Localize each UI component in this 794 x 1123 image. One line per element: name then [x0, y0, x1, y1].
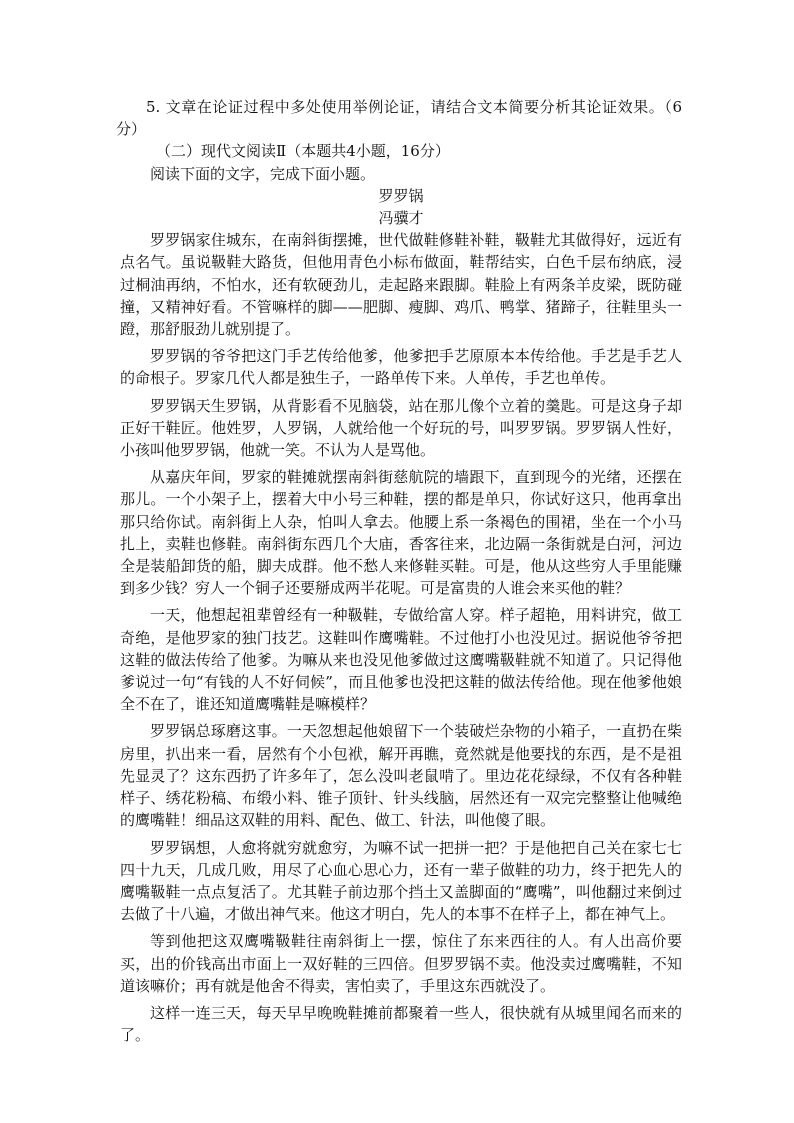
story-paragraph: 从嘉庆年间，罗家的鞋摊就摆南斜街慈航院的墙跟下，直到现今的光绪，还摆在那儿。一个小架子上，摆着大中小号三种鞋，摆的都是单只，你试好这只，他再拿出那只给你试。南斜街上人杂，怕叫人拿去。他腰上系一条褐色的围裙，坐在一个小马扎上，卖鞋也修鞋。南斜街东西几个大庙，香客往来，北边隔一条街就是白河，河边全是装船卸货的船，脚夫成群。他不愁人来修鞋买鞋。可是，他从这些穷人手里能赚到多少钱？穷人一个铜子还要掰成两半花呢。可是富贵的人谁会来买他的鞋？: [120, 468, 682, 598]
story-paragraph: 这样一连三天，每天早早晚晚鞋摊前都聚着一些人，很快就有从城里闻名而来的了。: [120, 1003, 682, 1045]
question-5: 5. 文章在论证过程中多处使用举例论证，请结合文本简要分析其论证效果。（6分）: [116, 98, 682, 139]
story-paragraph: 罗罗锅总琢磨这事。一天忽想起他娘留下一个装破烂杂物的小箱子，一直扔在柴房里，扒出来一看，居然有个小包袱，解开再瞧，竟然就是他要找的东西，是不是祖先显灵了？这东西扔了许多年了，怎么没叫老鼠啃了。里边花花绿绿，不仅有各种鞋样子、绣花粉稿、布缎小料、锥子顶针、针头线脑，居然还有一双完完整整让他喊绝的鹰嘴鞋！细品这双鞋的用料、配色、做工、针法，叫他傻了眼。: [120, 722, 682, 830]
story-paragraph: 罗罗锅的爷爷把这门手艺传给他爹，他爹把手艺原原本本传给他。手艺是手艺人的命根子。罗家几代人都是独生子，一路单传下来。人单传，手艺也单传。: [120, 347, 682, 388]
story-paragraph: 等到他把这双鹰嘴靸鞋往南斜街上一摆，惊住了东来西往的人。有人出高价要买，出的价钱高出市面上一双好鞋的三四倍。但罗罗锅不卖。他没卖过鹰嘴鞋，不知道该嘛价；再有就是他舍不得卖，害怕卖了，手里这东西就没了。: [120, 932, 682, 995]
story-paragraph: 罗罗锅想，人愈将就穷就愈穷，为嘛不试一把拼一把？于是他把自己关在家七七四十九天，几成几败，用尽了心血心思心力，还有一辈子做鞋的功力，终于把先人的鹰嘴靸鞋一点点复活了。尤其鞋子前边那个挡土又盖脚面的“鹰嘴”，叫他翻过来倒过去做了十八遍，才做出神气来。他这才明白，先人的本事不在样子上，都在神气上。: [120, 838, 682, 924]
story-paragraph: 一天，他想起祖辈曾经有一种靸鞋，专做给富人穿。样子超艳，用料讲究，做工奇绝，是他罗家的独门技艺。这鞋叫作鹰嘴鞋。不过他打小也没见过。据说他爷爷把这鞋的做法传给了他爹。为嘛从来也没见他爹做过这鹰嘴靸鞋就不知道了。只记得他爹说过一句“有钱的人不好伺候”，而且他爹也没把这鞋的做法传给他。现在他爹他娘全不在了，谁还知道鹰嘴鞋是嘛模样？: [120, 606, 682, 714]
story-title: 罗罗锅: [378, 186, 424, 205]
story-author: 冯骥才: [378, 209, 424, 228]
story-paragraph: 罗罗锅家住城东，在南斜街摆摊，世代做鞋修鞋补鞋，靸鞋尤其做得好，远近有点名气。虽说靸鞋大路货，但他用青色小标布做面，鞋帮结实，白色千层布纳底，浸过桐油再纳，不怕水，还有软硬劲儿，走起路来跟脚。鞋脸上有两条羊皮梁，既防碰撞，又精神好看。不管嘛样的脚——肥脚、瘦脚、鸡爪、鸭掌、猪蹄子，往鞋里头一蹬，那舒服劲儿就别提了。: [120, 231, 682, 339]
reading-instruction: 阅读下面的文字，完成下面小题。: [150, 164, 376, 183]
section-heading: （二）现代文阅读Ⅱ（本题共4小题，16分）: [156, 142, 450, 161]
document-body: [116, 96, 682, 1046]
story-paragraph: 罗罗锅天生罗锅，从背影看不见脑袋，站在那儿像个立着的羹匙。可是这身子却正好干鞋匠。他姓罗，人罗锅，人就给他一个好玩的号，叫罗罗锅。罗罗锅人性好，小孩叫他罗罗锅，他就一笑。不认为人是骂他。: [120, 396, 682, 460]
